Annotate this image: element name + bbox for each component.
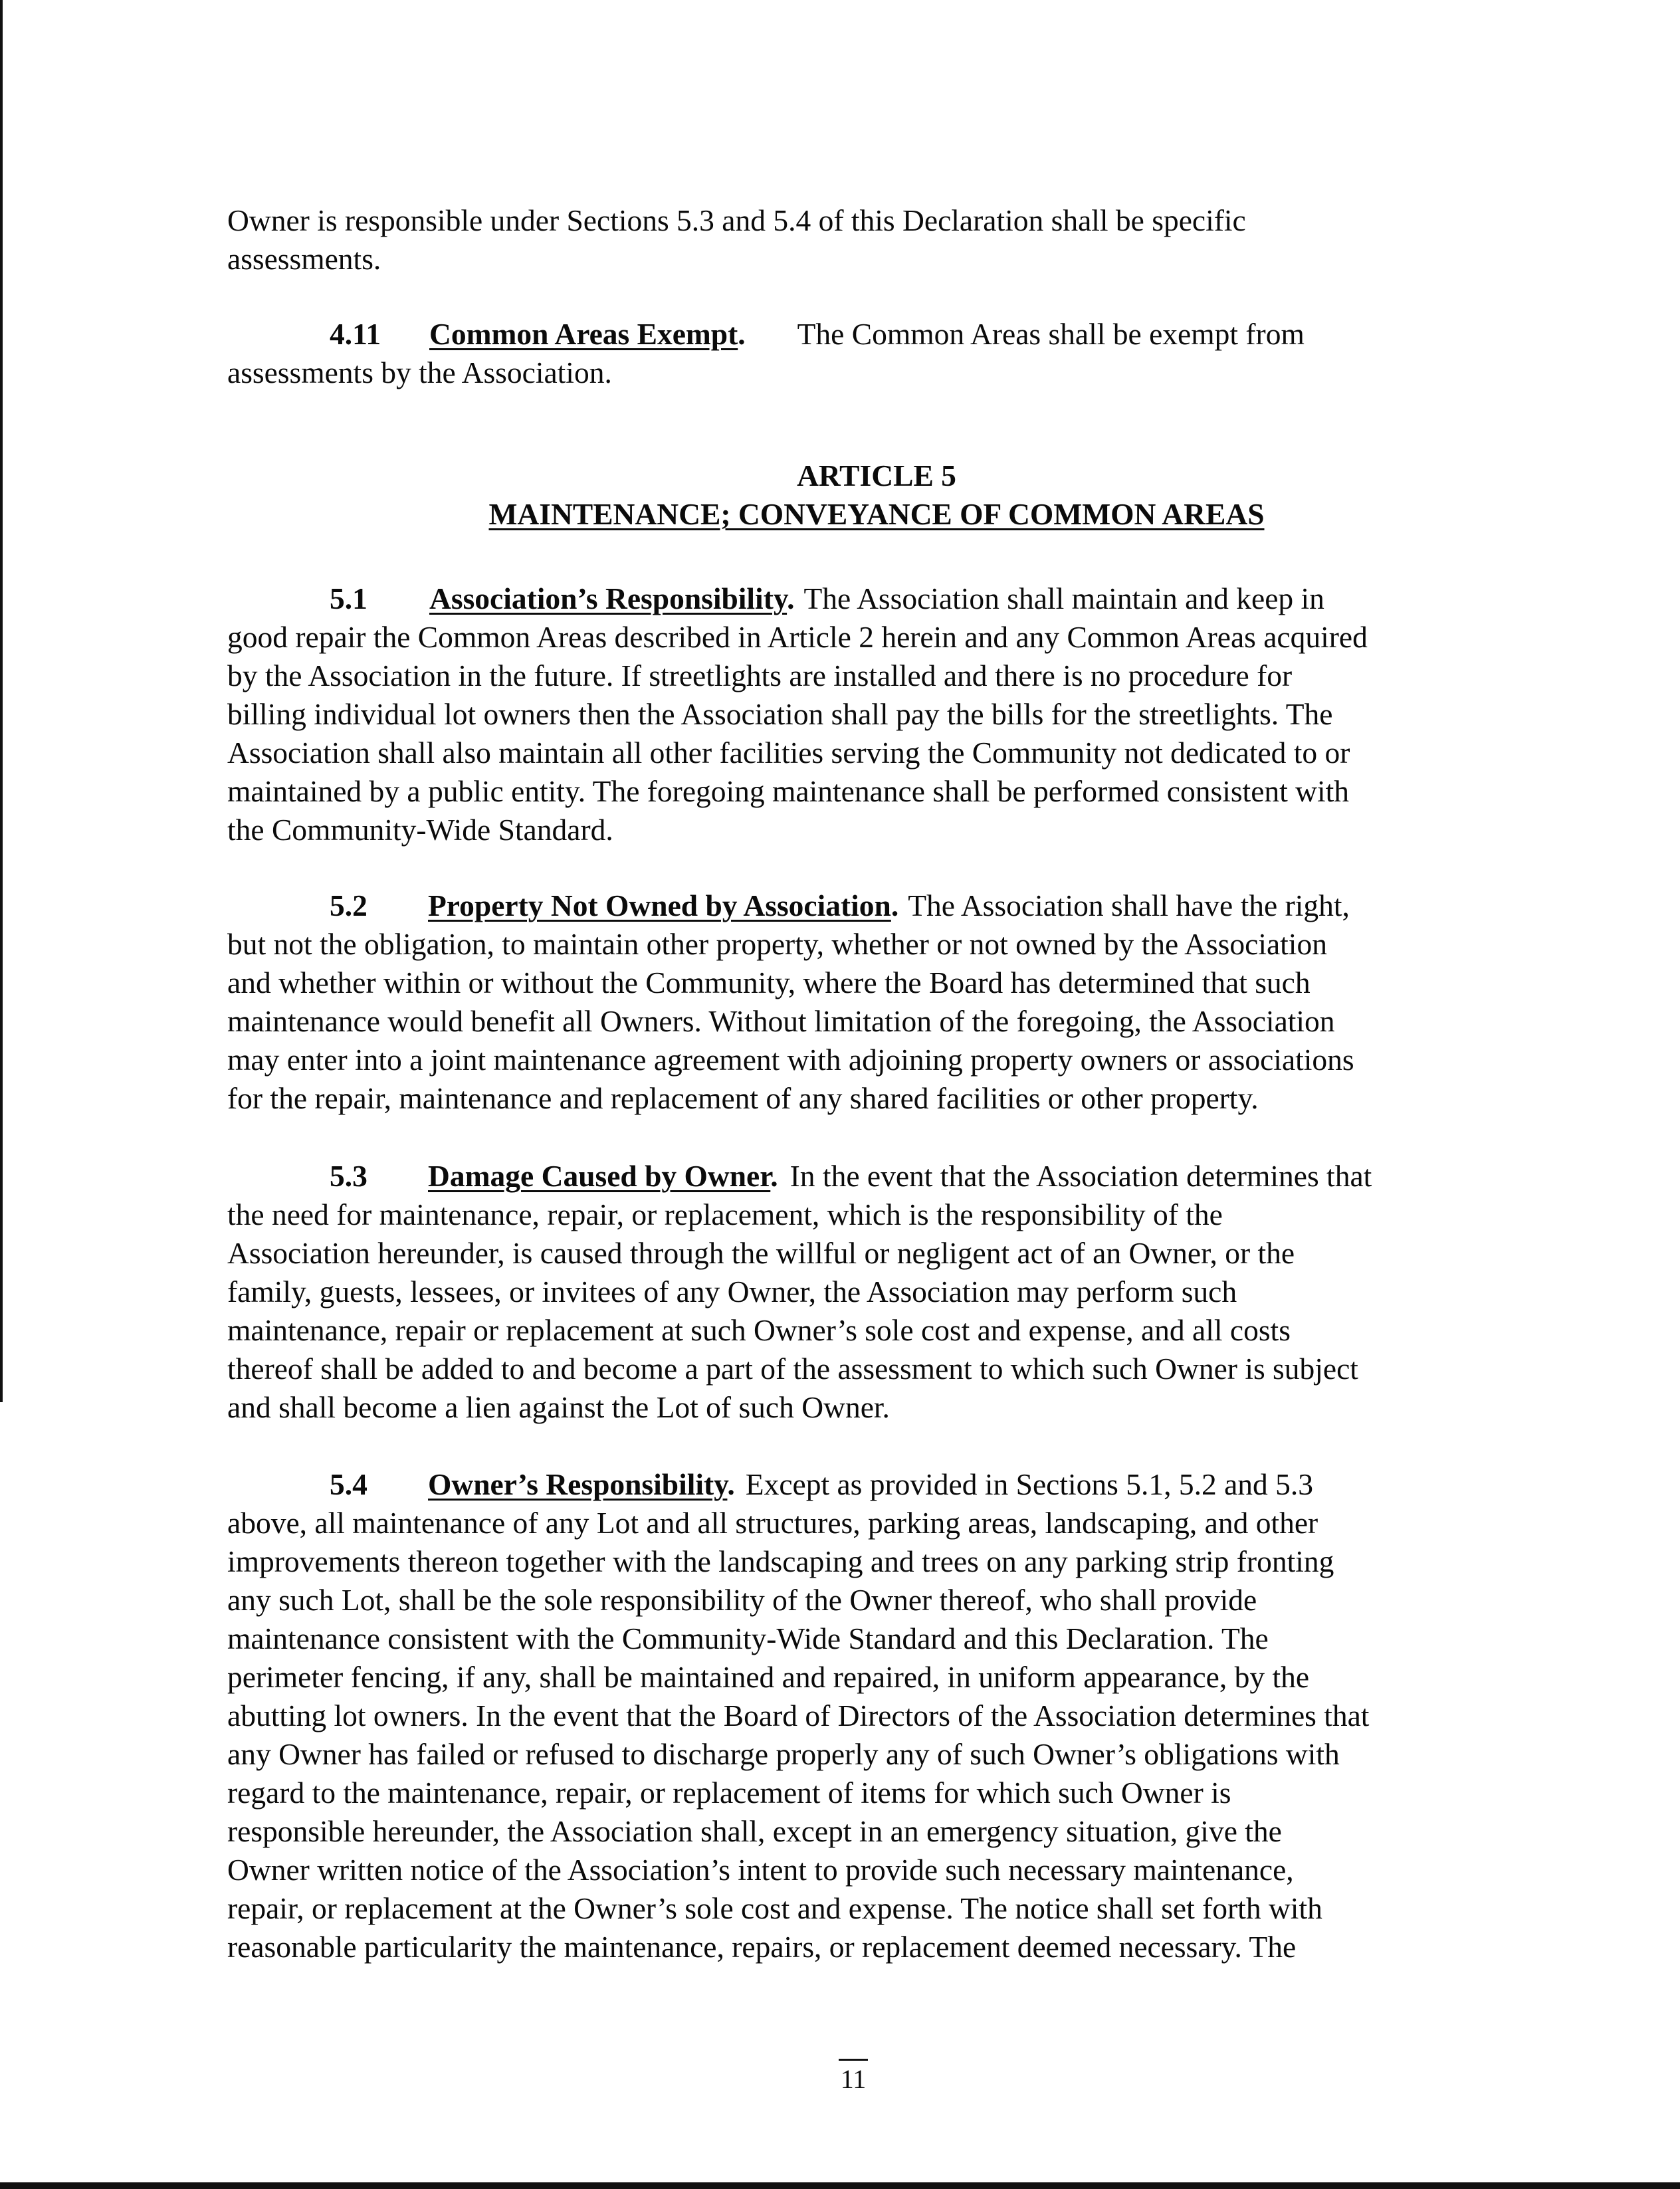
text-line: Owner is responsible under Sections 5.3 and 5.4 of this Declaration shall be specific (227, 203, 1246, 237)
text-line: improvements thereon together with the landscaping and trees on any parking strip fronting (227, 1544, 1334, 1578)
text-line: assessments by the Association. (227, 356, 612, 389)
section-heading-line (227, 315, 1490, 354)
text-line: family, guests, lessees, or invitees of any Owner, the Association may perform such (227, 1275, 1237, 1308)
text-line: maintenance consistent with the Community-Wide Standard and this Declaration. The (227, 1621, 1269, 1655)
text-line: any such Lot, shall be the sole responsibility of the Owner thereof, who shall provide (227, 1583, 1257, 1617)
text-line: but not the obligation, to maintain other property, whether or not owned by the Association (227, 927, 1327, 961)
text-line: good repair the Common Areas described in Article 2 herein and any Common Areas acquired (227, 620, 1368, 654)
page-number: 11 (839, 2059, 868, 2095)
text-line: perimeter fencing, if any, shall be maintained and repaired, in uniform appearance, by the (227, 1660, 1310, 1694)
scan-edge-left (0, 0, 3, 1402)
section-5-1 (227, 579, 1490, 849)
section-heading-line (227, 1157, 1490, 1196)
continuation-paragraph (227, 201, 1490, 278)
text-line: regard to the maintenance, repair, or replacement of items for which such Owner is (227, 1776, 1231, 1810)
section-title: Damage Caused by Owner (428, 1159, 771, 1193)
scan-edge-bottom (0, 2182, 1680, 2189)
article-title: MAINTENANCE; CONVEYANCE OF COMMON AREAS (488, 497, 1265, 531)
section-title-period: . (891, 888, 899, 922)
text-line: abutting lot owners. In the event that the Board of Directors of the Association determines that (227, 1699, 1370, 1732)
text-line: the need for maintenance, repair, or replacement, which is the responsibility of the (227, 1198, 1223, 1231)
section-title: Common Areas Exempt (429, 317, 738, 351)
section-number: 5.4 (330, 1467, 368, 1501)
text-line: thereof shall be added to and become a part of the assessment to which such Owner is subject (227, 1352, 1358, 1386)
text-line: billing individual lot owners then the Association shall pay the bills for the streetlights. The (227, 697, 1333, 731)
text-line: Association shall also maintain all other facilities serving the Community not dedicated to or (227, 736, 1350, 770)
text-line: Association hereunder, is caused through the willful or negligent act of an Owner, or the (227, 1236, 1295, 1270)
section-number: 5.2 (330, 888, 368, 922)
section-5-2 (227, 886, 1490, 1118)
text-line: reasonable particularity the maintenance, repairs, or replacement deemed necessary. The (227, 1930, 1297, 1964)
text-line: for the repair, maintenance and replacement of any shared facilities or other property. (227, 1081, 1259, 1115)
text-line: In the event that the Association determines that (789, 1159, 1372, 1193)
section-number: 5.1 (330, 581, 368, 615)
text-line: maintenance, repair or replacement at such Owner’s sole cost and expense, and all costs (227, 1313, 1291, 1347)
text-line: the Community-Wide Standard. (227, 813, 613, 847)
text-line: Owner written notice of the Association’s intent to provide such necessary maintenance, (227, 1853, 1294, 1887)
section-title-period: . (738, 317, 746, 351)
section-title: Owner’s Responsibility (428, 1467, 728, 1501)
text-line: may enter into a joint maintenance agreement with adjoining property owners or associations (227, 1043, 1354, 1077)
article-number: ARTICLE 5 (797, 459, 956, 492)
section-4-11 (227, 315, 1490, 392)
section-title-period: . (770, 1159, 778, 1193)
text-line: The Association shall maintain and keep in (803, 581, 1324, 615)
text-line: The Association shall have the right, (908, 888, 1350, 922)
text-line: by the Association in the future. If streetlights are installed and there is no procedure for (227, 659, 1293, 692)
section-number: 5.3 (330, 1159, 368, 1193)
section-5-4 (227, 1465, 1490, 1966)
text-line: responsible hereunder, the Association shall, except in an emergency situation, give the (227, 1814, 1282, 1848)
text-line: and whether within or without the Community, where the Board has determined that such (227, 966, 1311, 999)
text-line: any Owner has failed or refused to discharge properly any of such Owner’s obligations with (227, 1737, 1340, 1771)
section-title-period: . (727, 1467, 735, 1501)
section-title-period: . (787, 581, 795, 615)
section-5-3 (227, 1157, 1490, 1427)
section-title: Association’s Responsibility (429, 581, 788, 615)
section-heading-line (227, 886, 1490, 925)
section-heading-line (227, 1465, 1490, 1504)
text-line: maintenance would benefit all Owners. Without limitation of the foregoing, the Association (227, 1004, 1335, 1038)
section-heading-line (227, 579, 1490, 618)
text-line: maintained by a public entity. The foregoing maintenance shall be performed consistent with (227, 774, 1350, 808)
text-line: The Common Areas shall be exempt from (797, 317, 1305, 351)
section-number: 4.11 (330, 317, 381, 351)
text-line: above, all maintenance of any Lot and all structures, parking areas, landscaping, and other (227, 1506, 1318, 1540)
text-line: and shall become a lien against the Lot of such Owner. (227, 1390, 890, 1424)
text-line: repair, or replacement at the Owner’s sole cost and expense. The notice shall set forth with (227, 1891, 1322, 1925)
text-line: assessments. (227, 242, 381, 276)
text-line: Except as provided in Sections 5.1, 5.2 and 5.3 (745, 1467, 1314, 1501)
article-heading (0, 457, 1680, 534)
section-title: Property Not Owned by Association (428, 888, 891, 922)
